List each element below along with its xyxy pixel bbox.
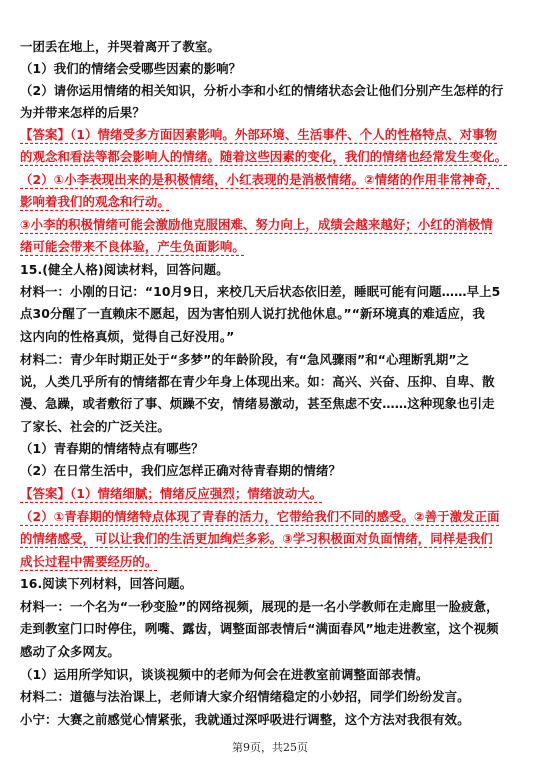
text-line: （1）运用所学知识，谈谈视频中的老师为何会在进教室前调整面部表情。 xyxy=(20,667,429,682)
answer-line: （2）①小李表现出来的是积极情绪，小红表现的是消极情绪。②情绪的作用非常神奇， xyxy=(20,172,500,187)
text-line: 走到教室门口时停住，咧嘴、露齿，调整面部表情后“满面春风”地走进教室，这个视频 xyxy=(20,621,499,636)
text-line: 15.(健全人格)阅读材料，回答问题。 xyxy=(20,262,229,277)
answer-line: ③小李的积极情绪可能会激励他克服困难、努力向上，成绩会越来越好；小红的消极情 xyxy=(20,217,493,232)
answer-line: 【答案】（1）情绪受多方面因素影响。外部环境、生活事件、个人的性格特点、对事物 xyxy=(20,127,498,142)
answer-line: （2）①青春期的情绪特点体现了青春的活力，它带给我们不同的感受。②善于激发正面 xyxy=(20,509,500,524)
text-line: 了家长、社会的广泛关注。 xyxy=(20,419,170,434)
text-line: （2）在日常生活中，我们应怎样正确对待青春期的情绪？ xyxy=(20,463,341,478)
text-line: 材料一：一个名为“一秒变脸”的网络视频，展现的是一名小学教师在走廊里一脸疲惫， xyxy=(20,599,499,614)
text-line: 一团丢在地上，并哭着离开了教室。 xyxy=(20,39,220,54)
text-line: 材料二：道德与法治课上，老师请大家介绍情绪稳定的小妙招，同学们纷纷发言。 xyxy=(20,689,470,704)
text-line: 材料一：小刚的日记：“10月9日，来校几天后状态依旧差，睡眠可能有问题……早上5 xyxy=(20,284,501,299)
answer-line: 绪可能会带来不良体验，产生负面影响。 xyxy=(20,239,245,254)
text-line: （2）请你运用情绪的相关知识，分析小李和小红的情绪状态会让他们分别产生怎样的行 xyxy=(20,83,504,98)
text-line: （1）我们的情绪会受哪些因素的影响？ xyxy=(20,61,242,76)
text-line: 这内向的性格真烦，觉得自己好没用。” xyxy=(20,329,235,344)
text-line: 16.阅读下列材料，回答问题。 xyxy=(20,576,193,591)
text-line: 说，人类几乎所有的情绪都在青少年身上体现出来。如：高兴、兴奋、压抑、自卑、散 xyxy=(20,374,495,389)
text-line: 为并带来怎样的后果？ xyxy=(20,105,145,120)
answer-line: 成长过程中需要经历的。 xyxy=(20,554,158,569)
answer-line: 的观念和看法等都会影响人的情绪。随着这些因素的变化，我们的情绪也经常发生变化。 xyxy=(20,149,508,164)
text-line: （1）青春期的情绪特点有哪些？ xyxy=(20,441,204,456)
text-line: 漫、急躁，或者敷衍了事、烦躁不安，情绪易激动，甚至焦虑不安……这种现象也引走 xyxy=(20,396,495,411)
text-line: 材料二：青少年时期正处于“多梦”的年龄阶段，有“急风骤雨”和“心理断乳期”之 xyxy=(20,352,470,367)
text-line: 点30分醒了一直赖床不愿起，因为害怕别人说打扰他休息。”“新环境真的难适应，我 xyxy=(20,306,485,321)
text-line: 感动了众多网友。 xyxy=(20,644,120,659)
answer-line: 的情绪感受，可以让我们的生活更加绚烂多彩。③学习积极面对负面情绪，同样是我们 xyxy=(20,531,493,546)
page-footer: 第9页，共25页 xyxy=(232,741,308,754)
text-line: 小宁：大赛之前感觉心情紧张，我就通过深呼吸进行调整，这个方法对我很有效。 xyxy=(20,712,470,727)
answer-line: 影响着我们的观念和行动。 xyxy=(20,194,170,209)
answer-line: 【答案】（1）情绪细腻；情绪反应强烈；情绪波动大。 xyxy=(20,486,323,501)
